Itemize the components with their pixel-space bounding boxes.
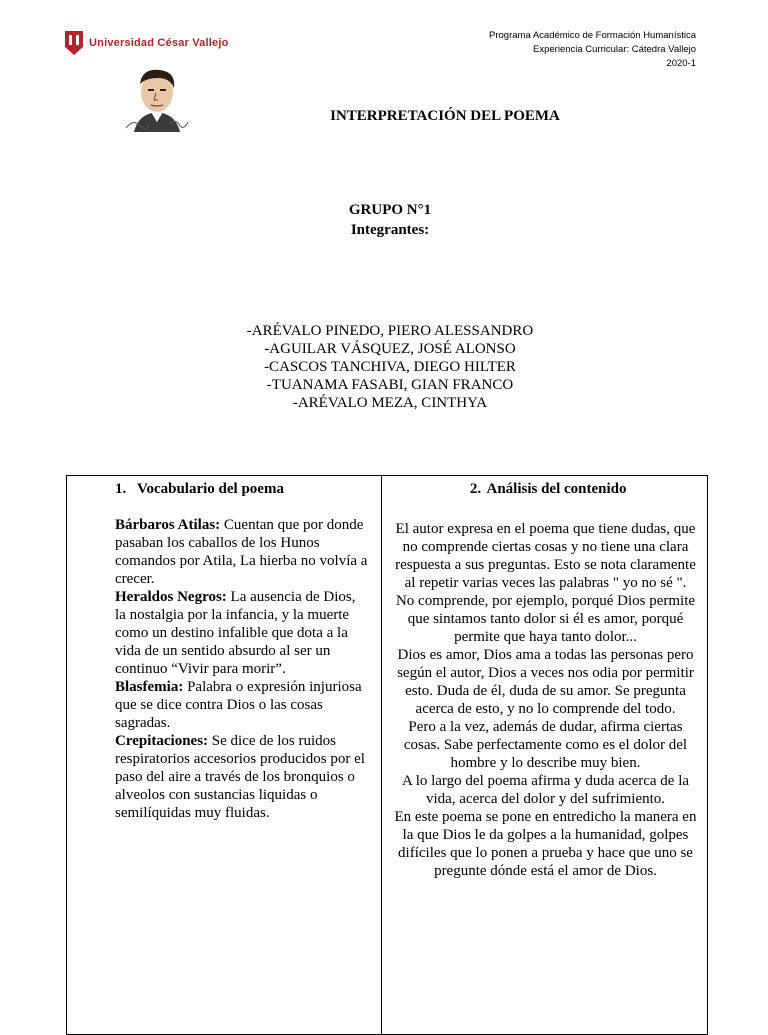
analysis-paragraph: No comprende, por ejemplo, porqué Dios permite que sintamos tanto dolor si él es amor, porqué permite que haya tanto dolor...: [395, 593, 696, 645]
vocabulary-entry: Heraldos Negros: La ausencia de Dios, la nostalgia por la infancia, y la muerte como un destino infalible que dota a la vida de un sentido absurdo al ser un continuo “Vivir para morir”.: [115, 589, 356, 677]
members-list: [0, 322, 768, 412]
analysis-paragraph: A lo largo del poema afirma y duda acerca de la vida, acerca del dolor y del sufrimiento.: [401, 773, 690, 807]
vocabulary-entry: Bárbaros Atilas: Cuentan que por donde pasaban los caballos de los Hunos comandos por Atila, La hierba no volvía a crecer.: [115, 517, 368, 587]
content-table: [66, 475, 708, 1035]
analysis-column: [382, 476, 707, 1034]
member-item: -AGUILAR VÁSQUEZ, JOSÉ ALONSO: [264, 341, 516, 357]
program-name: Programa Académico de Formación Humanística: [489, 30, 696, 41]
vocabulary-column: [67, 476, 382, 1034]
vocabulary-heading: 1. Vocabulario del poema: [115, 481, 284, 497]
member-item: -CASCOS TANCHIVA, DIEGO HILTER: [264, 359, 516, 375]
university-logo: [64, 30, 229, 56]
ucv-shield-icon: [64, 30, 84, 56]
analysis-heading: 2. Análisis del contenido: [469, 481, 627, 497]
header-info: [489, 29, 696, 71]
course-name: Experiencia Curricular: Cátedra Vallejo: [533, 44, 696, 55]
document-title: INTERPRETACIÓN DEL POEMA: [330, 108, 560, 124]
vocabulary-entry: Crepitaciones: Se dice de los ruidos respiratorios accesorios producidos por el paso del aire a través de los bronquios o alveolos con sustancias liquidas o semilíquidas muy fluidas.: [115, 733, 365, 821]
analysis-paragraph: El autor expresa en el poema que tiene dudas, que no comprende ciertas cosas y no tiene una clara respuesta a sus preguntas. Esto se nota claramente al repetir varias veces las palabras " yo no sé ".: [395, 521, 696, 591]
members-label: Integrantes:: [350, 222, 430, 238]
member-item: -ARÉVALO MEZA, CINTHYA: [292, 395, 488, 411]
term: 2020-1: [666, 58, 696, 69]
analysis-paragraph: Dios es amor, Dios ama a todas las personas pero según el autor, Dios a veces nos odia por permitir esto. Duda de él, duda de su amor. Se pregunta acerca de esto, y no lo comprende del todo.: [397, 647, 694, 717]
group-number: GRUPO N°1: [348, 202, 432, 218]
university-name: Universidad César Vallejo: [89, 37, 229, 49]
member-item: -TUANAMA FASABI, GIAN FRANCO: [266, 377, 514, 393]
analysis-paragraph: Pero a la vez, además de dudar, afirma ciertas cosas. Sabe perfectamente como es el dolor del hombre y lo describe muy bien.: [403, 719, 688, 771]
vocabulary-entry: Blasfemia: Palabra o expresión injuriosa que se dice contra Dios o las cosas sagradas.: [115, 679, 362, 731]
member-item: -ARÉVALO PINEDO, PIERO ALESSANDRO: [246, 323, 534, 339]
analysis-paragraph: En este poema se pone en entredicho la manera en la que Dios le da golpes a la humanidad, golpes difíciles que lo ponen a prueba y hace que uno se pregunte dónde está el amor de Dios.: [394, 809, 697, 879]
group-block: [0, 200, 768, 240]
